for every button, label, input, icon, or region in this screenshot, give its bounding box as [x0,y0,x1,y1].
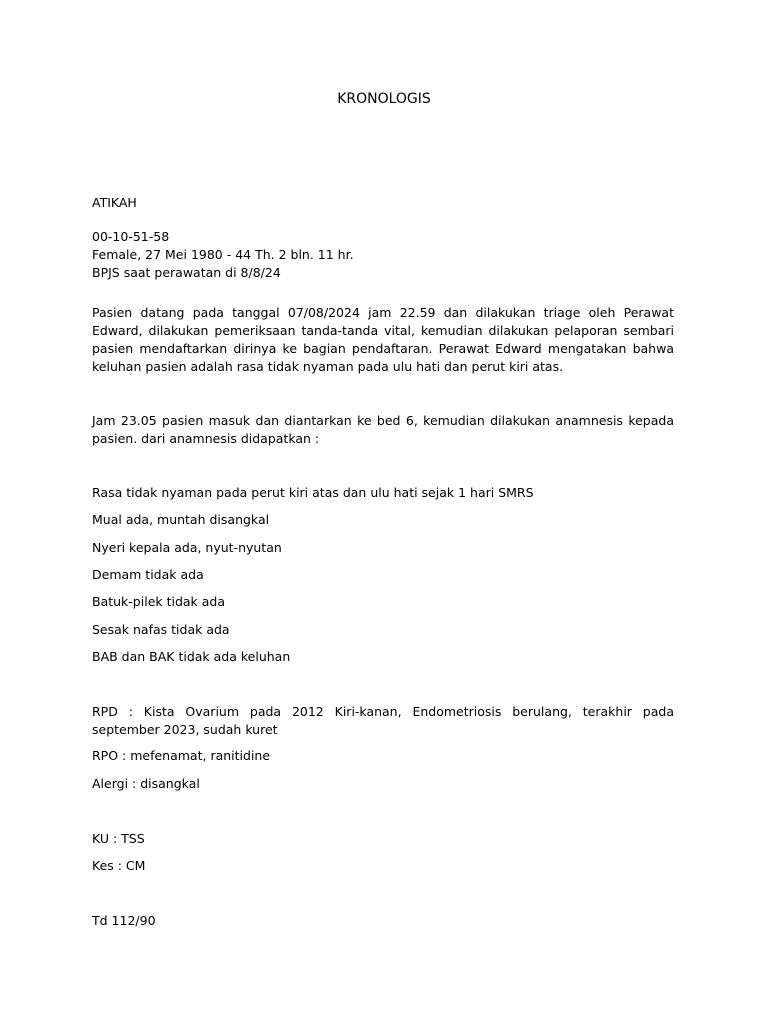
anamnesis-item-1-block [92,512,674,527]
anamnesis-item: Nyeri kepala ada, nyut-nyutan [92,540,282,555]
anamnesis-item: Demam tidak ada [92,567,204,582]
rpd-text: RPD : Kista Ovarium pada 2012 Kiri-kanan, Endometriosis berulang, terakhir pada september 2023, sudah kuret [92,704,674,737]
anamnesis-item-4-block [92,594,674,609]
anamnesis-intro-paragraph: Jam 23.05 pasien masuk dan diantarkan ke bed 6, kemudian dilakukan anamnesis kepada pasien. dari anamnesis didapatkan : [92,413,674,446]
alergi-text: Alergi : disangkal [92,776,200,791]
rpo-block [92,748,674,763]
anamnesis-item-5-block [92,622,674,637]
kes-block [92,858,674,873]
patient-info [92,194,674,282]
anamnesis-item: Sesak nafas tidak ada [92,622,230,637]
td-block [92,913,674,928]
anamnesis-intro-block [92,412,674,448]
anamnesis-item-3-block [92,567,674,582]
anamnesis-item: BAB dan BAK tidak ada keluhan [92,649,291,664]
anamnesis-item: Mual ada, muntah disangkal [92,512,270,527]
patient-record-number: 00-10-51-58 [92,229,170,244]
kes-text: Kes : CM [92,858,146,873]
arrival-paragraph: Pasien datang pada tanggal 07/08/2024 jam 22.59 dan dilakukan triage oleh Perawat Edward, dilakukan pemeriksaan tanda-tanda vital, kemudian dilakukan pelaporan sembari pasien mendaftarkan dirinya ke bagian pendaftaran. Perawat Edward mengatakan bahwa keluhan pasien adalah rasa tidak nyaman pada ulu hati dan perut kiri atas. [92,305,674,374]
patient-demographics: Female, 27 Mei 1980 - 44 Th. 2 bln. 11 hr. [92,247,354,262]
document-title: KRONOLOGIS [337,91,431,107]
anamnesis-item-2-block [92,540,674,555]
patient-insurance: BPJS saat perawatan di 8/8/24 [92,265,281,280]
anamnesis-item-0-block [92,485,674,500]
anamnesis-item-6-block [92,649,674,664]
rpo-text: RPO : mefenamat, ranitidine [92,748,271,763]
anamnesis-item: Rasa tidak nyaman pada perut kiri atas dan ulu hati sejak 1 hari SMRS [92,485,534,500]
td-text: Td 112/90 [92,913,156,928]
anamnesis-item: Batuk-pilek tidak ada [92,594,226,609]
arrival-paragraph-block [92,304,674,376]
alergi-block [92,776,674,791]
ku-text: KU : TSS [92,831,145,846]
patient-name: ATIKAH [92,195,137,210]
ku-block [92,831,674,846]
rpd-block [92,703,674,739]
